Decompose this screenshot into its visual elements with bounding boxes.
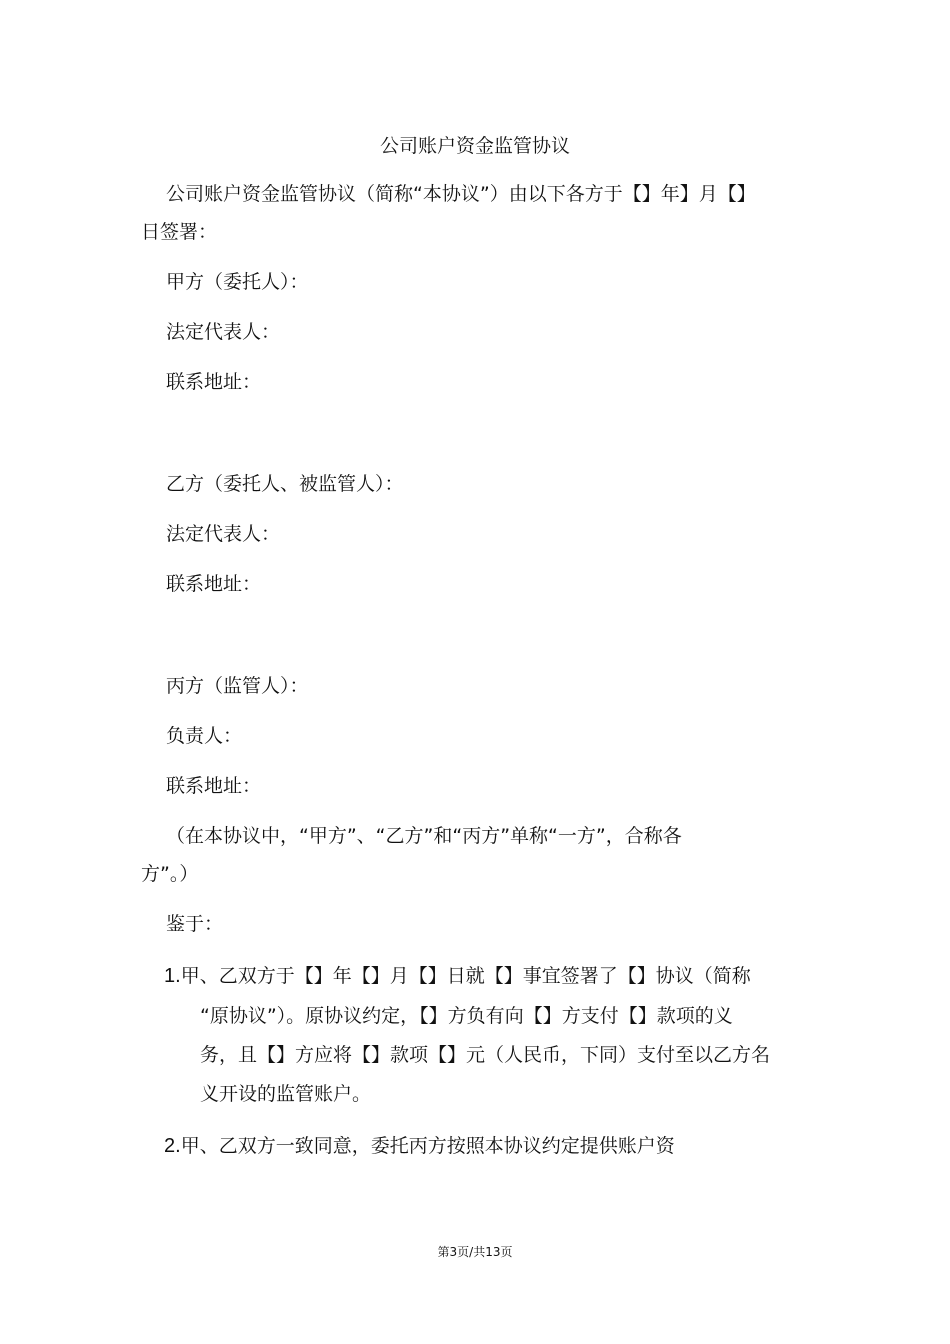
item-2-line-1 (164, 1134, 675, 1158)
item-1-line-1 (164, 964, 751, 988)
intro-line-1: 公司账户资金监管协议（简称“本协议”）由以下各方于【】年】月【】 (166, 183, 756, 205)
party-b-label: 乙方（委托人、被监管人）： (166, 473, 404, 495)
intro-line-2: 日签署： (141, 221, 218, 243)
party-a-representative: 法定代表人： (166, 321, 281, 343)
item-1-line-4: 义开设的监管账户。 (200, 1083, 372, 1105)
party-c-label: 丙方（监管人）： (166, 675, 309, 697)
whereas-heading: 鉴于： (166, 913, 224, 935)
item-2-number: 2. (164, 1135, 181, 1157)
party-b-address: 联系地址： (166, 573, 262, 595)
item-1-line-2: “原协议”）。原协议约定，【】方负有向【】方支付【】款项的义 (200, 1005, 733, 1027)
party-a-label: 甲方（委托人）： (166, 271, 309, 293)
party-a-address: 联系地址： (166, 371, 262, 393)
party-c-responsible: 负责人： (166, 725, 243, 747)
item-2-text-1: 甲、乙双方一致同意，委托丙方按照本协议约定提供账户资 (180, 1135, 675, 1157)
party-b-representative: 法定代表人： (166, 523, 281, 545)
note-line-2: 方”。） (141, 863, 199, 885)
item-1-text-1: 甲、乙双方于【】年【】月【】日就【】事宜签署了【】协议（简称 (180, 965, 751, 987)
document-title: 公司账户资金监管协议 (379, 135, 570, 157)
item-1-number: 1. (164, 965, 181, 987)
page-footer: 第3页/共13页 (437, 1245, 513, 1259)
item-1-line-3: 务，且【】方应将【】款项【】元（人民币，下同）支付至以乙方名 (200, 1044, 771, 1066)
note-line-1: （在本协议中，“甲方”、“乙方”和“丙方”单称“一方”，合称各 (166, 825, 682, 847)
party-c-address: 联系地址： (166, 775, 262, 797)
